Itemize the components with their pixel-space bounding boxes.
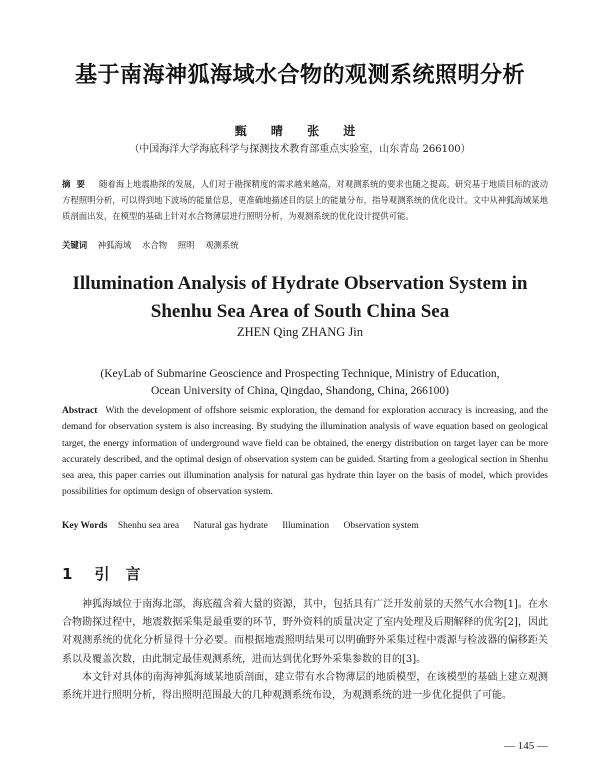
keyword-zh: 水合物 [141, 240, 168, 250]
affiliation-en-line1: (KeyLab of Submarine Geoscience and Prospecting Technique, Ministry of Education, [100, 368, 500, 380]
body-paragraph: 神狐海域位于南海北部，海底蕴含着大量的资源，其中，包括具有广泛开发前景的天然气水合物[1]。在水合物勘探过程中，地震数据采集是最重要的环节，野外资料的质量决定了室内处理及后期解释的优劣[2]，因此对观测系统的优化分析显得十分必要。而根据地震照明结果可以明确野外采集过程中震源与检波器的偏移距关系以及覆盖次数，由此制定最佳观测系统，进而达到优化野外采集参数的目的[3]。 [62, 599, 548, 665]
keywords-en [62, 521, 548, 531]
keyword-en: Illumination [282, 521, 330, 531]
abstract-en [62, 403, 548, 501]
authors-zh: 甄 晴 张 进 [234, 124, 366, 138]
affiliation-zh: （中国海洋大学海底科学与探测技术教育部重点实验室，山东青岛 266100） [129, 144, 471, 155]
paper-title-en-line1: Illumination Analysis of Hydrate Observation System in [72, 273, 528, 294]
affiliation-en-line2: Ocean University of China, Qingdao, Shandong, China, 266100) [151, 385, 449, 397]
section-heading [62, 563, 156, 584]
keyword-en: Observation system [343, 521, 419, 531]
abstract-en-label: Abstract [62, 406, 98, 416]
abstract-en-text: With the development of offshore seismic exploration, the demand for exploration accuracy is increasing, and the demand for observation system is also increasing. By studying the illumination analysis of wave equation based on geological target, the energy information of underground wave field can be obtained, the energy distribution on target layer can be more accurately described, and the optimal design of observation system can be guided. Starting from a geological section in Shenhu sea area, this paper carries out illumination analysis for natural gas hydrate thin layer on the basis of model, which provides possibilities for optimum design of observation system. [62, 406, 548, 498]
section-number: 1 [62, 565, 73, 583]
keyword-zh: 照明 [177, 240, 195, 250]
abstract-zh-label: 摘要 [62, 179, 91, 189]
section-body [62, 596, 548, 705]
body-paragraph: 本文针对具体的南海神狐海域某地质剖面，建立带有水合物薄层的地质模型，在该模型的基础上建立观测系统并进行照明分析，得出照明范围最大的几种观测系统布设，为观测系统的进一步优化提供了可能。 [62, 671, 548, 702]
keywords-en-label: Key Words [62, 521, 108, 531]
paper-title-en [40, 270, 560, 326]
abstract-zh [62, 176, 548, 224]
authors-en: ZHEN Qing ZHANG Jin [236, 325, 364, 339]
paper-title-zh: 基于南海神狐海域水合物的观测系统照明分析 [74, 63, 525, 88]
keyword-zh: 观测系统 [205, 240, 239, 250]
section-title: 引言 [94, 565, 157, 583]
page-number: — 145 — [504, 740, 548, 752]
abstract-zh-text: 随着海上地震勘探的发展，人们对于勘探精度的需求越来越高，对观测系统的要求也随之提高。研究基于地质目标的波动方程照明分析，可以得到地下波场的能量信息，更准确地描述目的层上的能量分布，指导观测系统的优化设计。文中从神狐海域某地质剖面出发，在模型的基础上针对水合物薄层进行照明分析，为观测系统的优化设计提供可能。 [62, 179, 548, 221]
keywords-zh-label: 关键词 [62, 240, 88, 250]
keyword-zh: 神狐海域 [97, 240, 132, 250]
keywords-zh [62, 238, 548, 252]
keyword-en: Natural gas hydrate [193, 521, 268, 531]
affiliation-en [40, 366, 560, 400]
paper-title-en-line2: Shenhu Sea Area of South China Sea [150, 301, 450, 322]
keyword-en: Shenhu sea area [117, 521, 180, 531]
